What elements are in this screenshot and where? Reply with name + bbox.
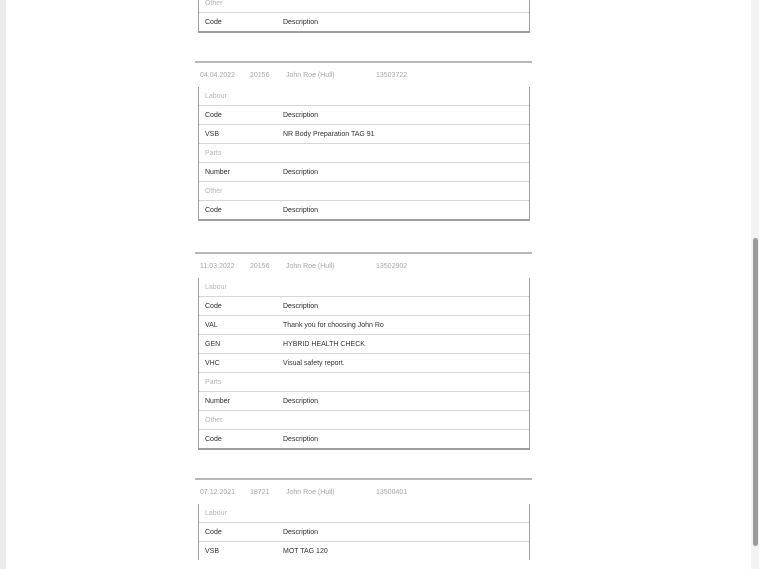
- record-table: [198, 87, 530, 221]
- labour-description: MOT TAG 120: [283, 547, 328, 555]
- record-table: [198, 278, 530, 450]
- labour-description: HYBRID HEALTH CHECK: [283, 340, 365, 348]
- record-header: [195, 480, 532, 504]
- table-row: [199, 354, 529, 373]
- column-header-description: Description: [283, 206, 319, 214]
- table-row: [199, 316, 529, 335]
- labour-code: VAL: [205, 321, 218, 329]
- record-header: [195, 63, 532, 87]
- labour-code: GEN: [205, 340, 221, 348]
- section-title-parts: Parts: [199, 373, 529, 392]
- column-header-description: Description: [283, 111, 319, 119]
- column-header-row: [199, 392, 529, 411]
- column-header-row: [199, 297, 529, 316]
- column-header-code: Code: [205, 435, 222, 443]
- labour-code: VSB: [205, 547, 220, 555]
- section-title-other: Other: [199, 411, 529, 430]
- record-dealer: John Roe (Hull): [286, 488, 335, 496]
- section-title-other: Other: [199, 0, 529, 13]
- service-record: [195, 61, 532, 221]
- labour-code: VSB: [205, 130, 220, 138]
- scrollbar-thumb[interactable]: [753, 238, 758, 546]
- service-record-partial: [195, 0, 532, 33]
- record-number: 13502902: [376, 262, 408, 270]
- record-header: [195, 254, 532, 278]
- column-header-row: [199, 13, 529, 31]
- column-header-code: Code: [205, 111, 222, 119]
- column-header-code: Code: [205, 206, 222, 214]
- record-ref: 20156: [250, 262, 270, 270]
- column-header-description: Description: [283, 397, 319, 405]
- column-header-code: Code: [205, 18, 222, 26]
- column-header-row: [199, 523, 529, 542]
- column-header-row: [199, 201, 529, 219]
- labour-description: NR Body Preparation TAG 91: [283, 130, 375, 138]
- service-record: [195, 252, 532, 450]
- section-title-labour: Labour: [199, 87, 529, 106]
- record-number: 13500401: [376, 488, 408, 496]
- column-header-number: Number: [205, 168, 230, 176]
- table-row: [199, 335, 529, 354]
- record-ref: 18721: [250, 488, 270, 496]
- section-title-parts: Parts: [199, 144, 529, 163]
- record-table: [198, 0, 530, 33]
- labour-description: Visual safety report.: [283, 359, 345, 367]
- column-header-description: Description: [283, 168, 319, 176]
- column-header-code: Code: [205, 528, 222, 536]
- column-header-code: Code: [205, 302, 222, 310]
- record-number: 13503722: [376, 71, 408, 79]
- column-header-number: Number: [205, 397, 230, 405]
- record-date: 04.04.2022: [200, 71, 236, 79]
- record-dealer: John Roe (Hull): [286, 71, 335, 79]
- scrollbar-track[interactable]: [751, 0, 759, 569]
- record-table: [198, 504, 530, 560]
- labour-code: VHC: [205, 359, 220, 367]
- column-header-row: [199, 430, 529, 448]
- service-record: [195, 478, 532, 560]
- column-header-row: [199, 163, 529, 182]
- column-header-row: [199, 106, 529, 125]
- section-title-labour: Labour: [199, 278, 529, 297]
- record-ref: 20156: [250, 71, 270, 79]
- record-date: 07.12.2021: [200, 488, 236, 496]
- table-row: [199, 125, 529, 144]
- section-title-other: Other: [199, 182, 529, 201]
- table-row: [199, 542, 529, 560]
- labour-description: Thank you for choosing John Ro: [283, 321, 384, 329]
- section-title-labour: Labour: [199, 504, 529, 523]
- record-dealer: John Roe (Hull): [286, 262, 335, 270]
- column-header-description: Description: [283, 18, 319, 26]
- column-header-description: Description: [283, 528, 319, 536]
- column-header-description: Description: [283, 435, 319, 443]
- column-header-description: Description: [283, 302, 319, 310]
- record-date: 11.03.2022: [200, 262, 235, 270]
